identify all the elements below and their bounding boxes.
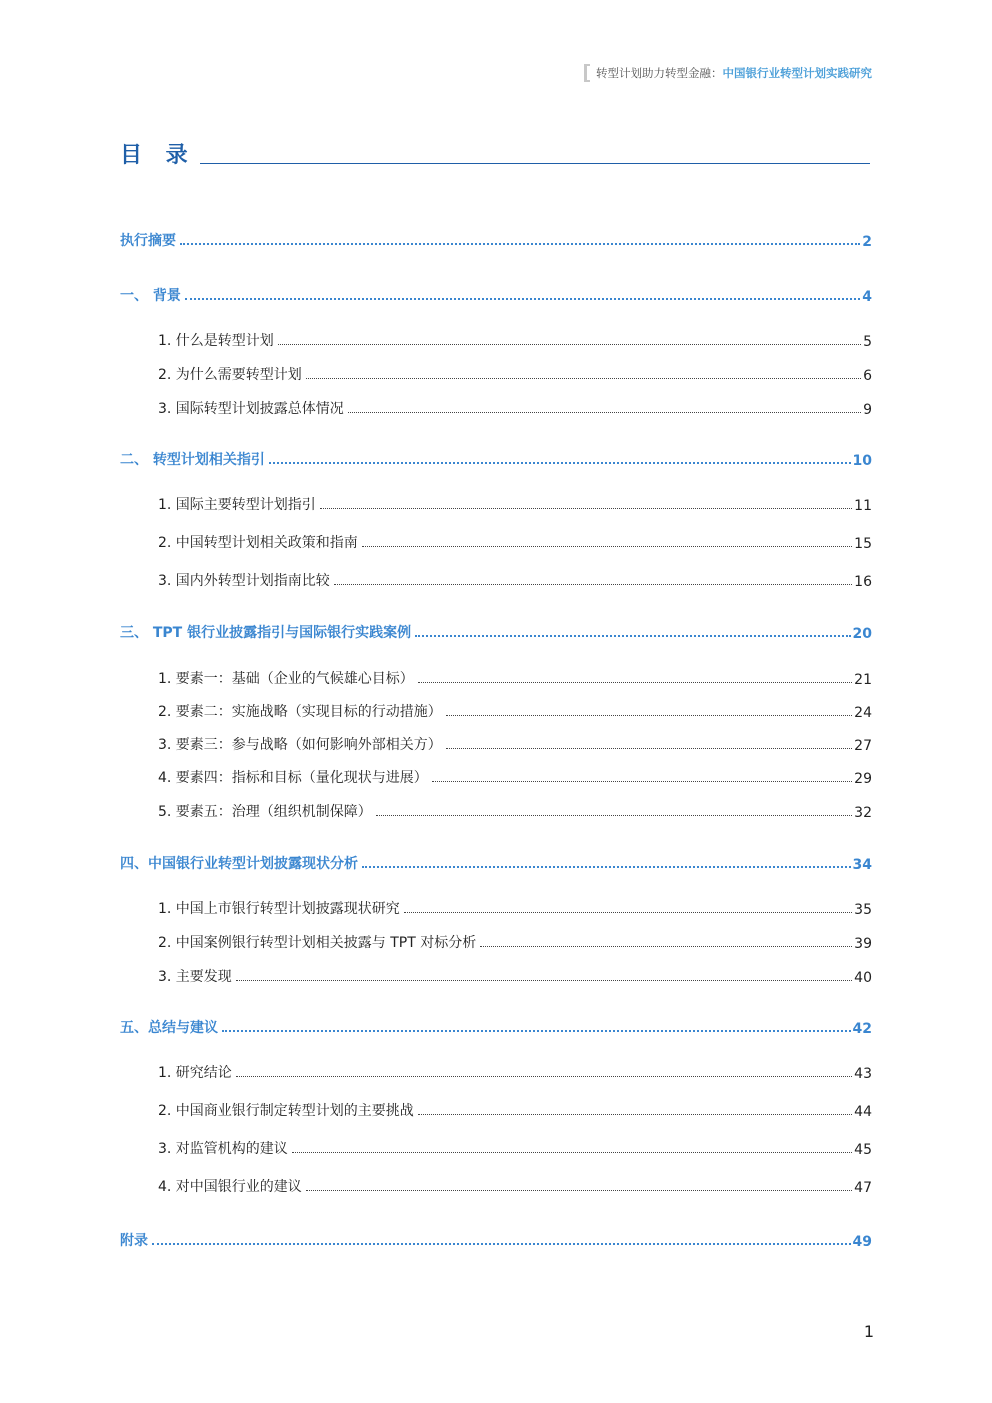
toc-leader-dots <box>292 1151 852 1153</box>
toc-entry-subsection[interactable] <box>158 398 872 418</box>
toc-entry-page: 32 <box>854 805 872 821</box>
toc-entry-page: 43 <box>854 1066 872 1082</box>
toc-entry-label: 二、 转型计划相关指引 <box>120 452 265 468</box>
page-number: 1 <box>863 1322 874 1341</box>
toc-leader-dots <box>152 1242 851 1245</box>
toc-entry-subsection[interactable] <box>158 701 872 721</box>
toc-entry-section[interactable] <box>120 1017 872 1037</box>
toc-entry-label: 3. 对监管机构的建议 <box>158 1141 288 1157</box>
toc-entry-label: 1. 研究结论 <box>158 1065 232 1081</box>
toc-leader-dots <box>236 979 852 981</box>
toc-leader-dots <box>415 634 850 637</box>
toc-entry-page: 10 <box>852 453 872 469</box>
toc-entry-label: 一、 背景 <box>120 288 181 304</box>
toc-entry-label: 三、 TPT 银行业披露指引与国际银行实践案例 <box>120 625 412 641</box>
toc-entry-label: 1. 要素一：基础（企业的气候雄心目标） <box>158 671 414 687</box>
toc-entry-page: 16 <box>854 574 872 590</box>
toc-entry-subsection[interactable] <box>158 570 872 590</box>
header-title: 中国银行业转型计划实践研究 <box>722 66 872 80</box>
toc-entry-label: 5. 要素五：治理（组织机制保障） <box>158 804 372 820</box>
toc-entry-page: 44 <box>854 1104 872 1120</box>
toc-leader-dots <box>362 865 851 868</box>
toc-entry-section[interactable] <box>120 622 872 642</box>
toc-leader-dots <box>222 1029 851 1032</box>
toc-entry-label: 4. 要素四：指标和目标（量化现状与进展） <box>158 770 428 786</box>
toc-leader-dots <box>278 343 861 345</box>
toc-entry-page: 27 <box>854 738 872 754</box>
toc-entry-page: 45 <box>854 1142 872 1158</box>
toc-entry-label: 3. 国际转型计划披露总体情况 <box>158 401 344 417</box>
toc-entry-label: 2. 中国商业银行制定转型计划的主要挑战 <box>158 1103 414 1119</box>
toc-entry-label: 1. 中国上市银行转型计划披露现状研究 <box>158 901 400 917</box>
toc-leader-dots <box>180 242 860 245</box>
toc-entry-label: 3. 要素三：参与战略（如何影响外部相关方） <box>158 737 442 753</box>
toc-entry-page: 11 <box>854 498 872 514</box>
toc-entry-label: 4. 对中国银行业的建议 <box>158 1179 302 1195</box>
toc-entry-page: 4 <box>862 289 872 305</box>
toc-entry-page: 35 <box>854 902 872 918</box>
toc-leader-dots <box>446 747 852 749</box>
toc-entry-section[interactable] <box>120 1230 872 1250</box>
toc-entry-page: 39 <box>854 936 872 952</box>
toc-entry-page: 5 <box>863 334 872 350</box>
toc-entry-label: 2. 要素二：实施战略（实现目标的行动措施） <box>158 704 442 720</box>
toc-title: 目 录 <box>120 143 196 168</box>
toc-entry-subsection[interactable] <box>158 1100 872 1120</box>
toc-entry-page: 47 <box>854 1180 872 1196</box>
toc-entry-subsection[interactable] <box>158 932 872 952</box>
toc-entry-subsection[interactable] <box>158 494 872 514</box>
toc-entry-page: 24 <box>854 705 872 721</box>
toc-entry-page: 20 <box>852 626 872 642</box>
toc-leader-dots <box>320 507 852 509</box>
toc-entry-subsection[interactable] <box>158 1062 872 1082</box>
toc-entry-label: 2. 中国案例银行转型计划相关披露与 TPT 对标分析 <box>158 935 477 951</box>
toc-entry-section[interactable] <box>120 230 872 250</box>
toc-entry-subsection[interactable] <box>158 330 872 350</box>
toc-entry-label: 1. 什么是转型计划 <box>158 333 274 349</box>
toc-entry-subsection[interactable] <box>158 801 872 821</box>
toc-leader-dots <box>334 583 852 585</box>
toc-leader-dots <box>306 377 861 379</box>
toc-entry-subsection[interactable] <box>158 364 872 384</box>
toc-entry-subsection[interactable] <box>158 898 872 918</box>
toc-entry-label: 2. 为什么需要转型计划 <box>158 367 302 383</box>
toc-leader-dots <box>306 1189 852 1191</box>
toc-entry-label: 五、总结与建议 <box>120 1020 218 1036</box>
toc-leader-dots <box>348 411 861 413</box>
toc-leader-dots <box>362 545 852 547</box>
toc-entry-section[interactable] <box>120 853 872 873</box>
toc-entry-subsection[interactable] <box>158 1176 872 1196</box>
toc-entry-section[interactable] <box>120 285 872 305</box>
toc-entry-subsection[interactable] <box>158 966 872 986</box>
toc-entry-section[interactable] <box>120 449 872 469</box>
toc-entry-page: 42 <box>852 1021 872 1037</box>
toc-entry-page: 49 <box>852 1234 872 1250</box>
toc-entry-subsection[interactable] <box>158 767 872 787</box>
toc-entry-subsection[interactable] <box>158 532 872 552</box>
toc-entry-label: 3. 主要发现 <box>158 969 232 985</box>
toc-entry-page: 9 <box>863 402 872 418</box>
toc-leader-dots <box>404 911 852 913</box>
toc-leader-dots <box>376 814 852 816</box>
toc-leader-dots <box>480 945 852 947</box>
toc-leader-dots <box>269 461 851 464</box>
toc-entry-page: 2 <box>862 234 872 250</box>
toc-leader-dots <box>418 1113 852 1115</box>
toc-entry-page: 40 <box>854 970 872 986</box>
toc-entry-subsection[interactable] <box>158 668 872 688</box>
toc-entry-label: 2. 中国转型计划相关政策和指南 <box>158 535 358 551</box>
toc-entry-subsection[interactable] <box>158 734 872 754</box>
toc-entry-page: 34 <box>852 857 872 873</box>
toc-entry-label: 四、中国银行业转型计划披露现状分析 <box>120 856 358 872</box>
toc-entry-subsection[interactable] <box>158 1138 872 1158</box>
header-prefix: 转型计划助力转型金融： <box>596 66 723 80</box>
toc-leader-dots <box>236 1075 852 1077</box>
toc-entry-page: 15 <box>854 536 872 552</box>
toc-leader-dots <box>185 297 860 300</box>
toc-entry-label: 附录 <box>120 1233 148 1249</box>
toc-entry-page: 21 <box>854 672 872 688</box>
toc-entry-label: 1. 国际主要转型计划指引 <box>158 497 316 513</box>
toc-entry-page: 6 <box>863 368 872 384</box>
toc-entry-label: 执行摘要 <box>120 233 176 249</box>
toc-leader-dots <box>446 714 852 716</box>
toc-leader-dots <box>432 780 852 782</box>
toc-leader-dots <box>418 681 852 683</box>
toc-entry-page: 29 <box>854 771 872 787</box>
toc-entry-label: 3. 国内外转型计划指南比较 <box>158 573 330 589</box>
